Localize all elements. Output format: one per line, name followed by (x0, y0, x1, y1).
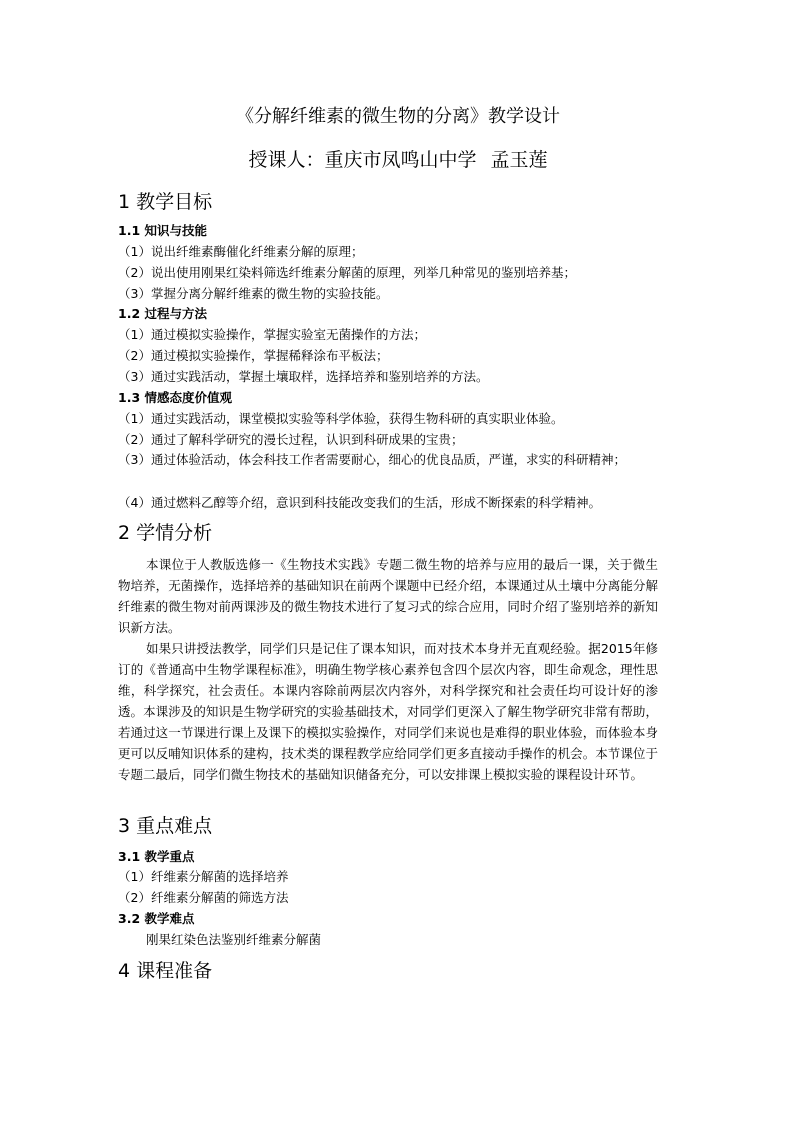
subsection-heading-focus: 3.1 教学重点 (118, 849, 195, 864)
section-heading-analysis: 2 学情分析 (118, 522, 213, 544)
subsection-heading-difficulty: 3.2 教学难点 (118, 911, 195, 926)
analysis-paragraph-2: 如果只讲授法教学，同学们只是记住了课本知识，而对技术本身并无直观经验。据2015年修订的《普通高中生物学课程标准》，明确生物学核心素养包含四个层次内容，即生命观念，理性思维，科学探究，社会责任。本课内容除前两层次内容外，对科学探究和社会责任均可设计好的渗透。本课涉及的知识是生物学研究的实验基础技术，对同学们更深入了解生物学研究非常有帮助，若通过这一节课进行课上及课下的模拟实验操作，对同学们来说也是难得的职业体验，而体验本身更可以反哺知识体系的建构，技术类的课程教学应给同学们更多直接动手操作的机会。本节课位于专题二最后，同学们微生物技术的基础知识储备充分，可以安排课上模拟实验的课程设计环节。 (118, 641, 658, 782)
author-line (118, 146, 678, 174)
list-item: （3）掌握分离分解纤维素的微生物的实验技能。 (118, 286, 389, 301)
section-heading-preparation: 4 课程准备 (118, 960, 213, 982)
section-heading-objectives: 1 教学目标 (118, 191, 213, 213)
document-title: 《分解纤维素的微生物的分离》教学设计 (236, 106, 560, 127)
difficulty-text: 刚果红染色法鉴别纤维素分解菌 (146, 932, 322, 947)
subsection-heading-attitude: 1.3 情感态度价值观 (118, 390, 232, 405)
author-name: 孟玉莲 (490, 149, 548, 171)
list-item: （3）通过实践活动，掌握土壤取样，选择培养和鉴别培养的方法。 (118, 369, 489, 384)
list-item: （2）通过了解科学研究的漫长过程，认识到科研成果的宝贵； (118, 432, 464, 447)
list-item: （3）通过体验活动，体会科技工作者需要耐心，细心的优良品质，严谨，求实的科研精神； (118, 452, 626, 467)
list-item: （4）通过燃料乙醇等介绍，意识到科技能改变我们的生活，形成不断探索的科学精神。 (118, 495, 601, 510)
subsection-heading-knowledge: 1.1 知识与技能 (118, 223, 207, 238)
list-item: （1）说出纤维素酶催化纤维素分解的原理； (118, 244, 364, 259)
analysis-paragraph-1: 本课位于人教版选修一《生物技术实践》专题二微生物的培养与应用的最后一课，关于微生物培养，无菌操作，选择培养的基础知识在前两个课题中已经介绍，本课通过从土壤中分离能分解纤维素的微生物对前两课涉及的微生物技术进行了复习式的综合应用，同时介绍了鉴别培养的新知识新方法。 (118, 557, 658, 635)
list-item: （2）纤维素分解菌的筛选方法 (118, 890, 289, 905)
subsection-heading-process: 1.2 过程与方法 (118, 306, 207, 321)
list-item: （2）通过模拟实验操作，掌握稀释涂布平板法； (118, 348, 389, 363)
section-heading-key-points: 3 重点难点 (118, 815, 213, 837)
list-item: （1）通过模拟实验操作，掌握实验室无菌操作的方法； (118, 327, 426, 342)
list-item: （1）纤维素分解菌的选择培养 (118, 869, 289, 884)
list-item: （2）说出使用刚果红染料筛选纤维素分解菌的原理，列举几种常见的鉴别培养基； (118, 265, 576, 280)
author-label: 授课人：重庆市凤鸣山中学 (248, 149, 477, 171)
list-item: （1）通过实践活动，课堂模拟实验等科学体验，获得生物科研的真实职业体验。 (118, 411, 564, 426)
